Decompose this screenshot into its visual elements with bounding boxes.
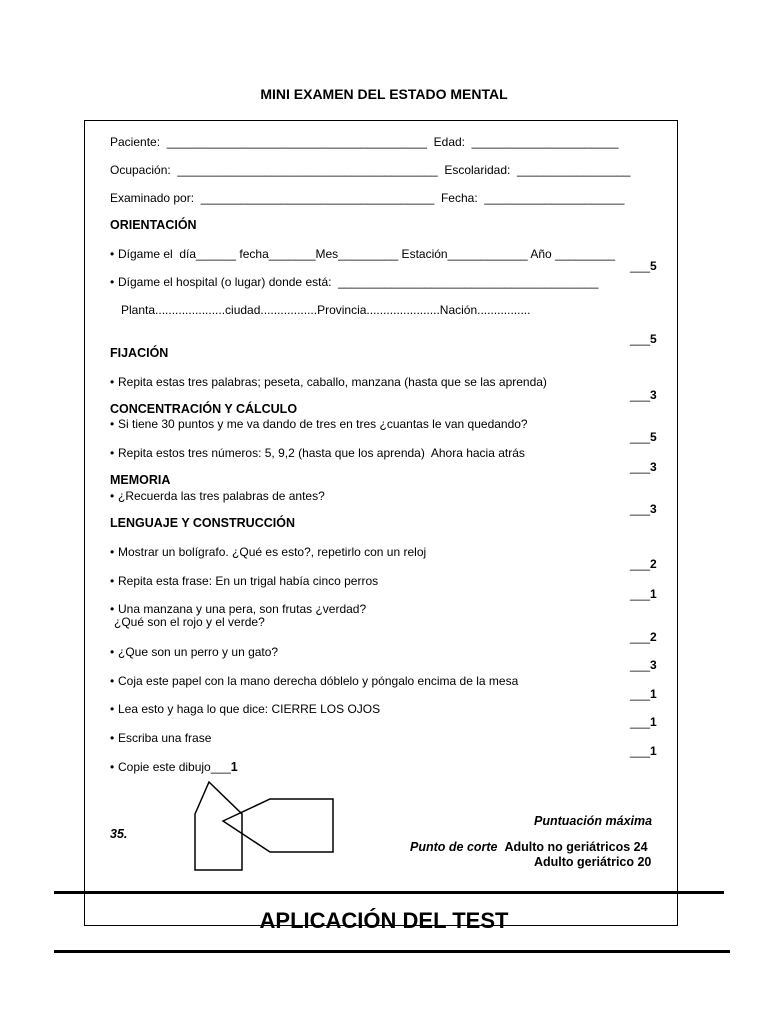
score-escriba[interactable]: ___1	[630, 744, 657, 758]
item-numeros: • Repita estos tres números: 5, 9,2 (hasta que los aprenda) Ahora hacia atrás	[110, 446, 525, 460]
score-concentracion-1[interactable]: ___5	[630, 430, 657, 444]
cutoff: Punto de corte Adulto no geriátricos 24	[410, 840, 648, 854]
patient-field[interactable]: Paciente: _______________________________________ Edad: ______________________	[110, 135, 619, 149]
score-orientacion-1[interactable]: ___5	[630, 259, 657, 273]
item-hospital: • Dígame el hospital (o lugar) donde está: _______________________________________	[110, 275, 599, 289]
item-perro: • ¿Que son un perro y un gato?	[110, 645, 279, 659]
document-title: MINI EXAMEN DEL ESTADO MENTAL	[260, 86, 508, 102]
divider-top	[54, 891, 724, 894]
total-score: 35.	[110, 827, 128, 841]
max-score-label: Puntuación máxima	[534, 814, 653, 828]
item-recuerda: • ¿Recuerda las tres palabras de antes?	[110, 489, 325, 503]
item-copie: • Copie este dibujo___1	[110, 760, 238, 774]
item-papel: • Coja este papel con la mano derecha dóblelo y póngalo encima de la mesa	[110, 674, 519, 688]
section-lenguaje: LENGUAJE Y CONSTRUCCIÓN	[110, 516, 295, 530]
item-frase: • Repita esta frase: En un trigal había cinco perros	[110, 574, 379, 588]
item-dia: • Dígame el día______ fecha_______Mes_________ Estación____________ Año _________	[110, 247, 616, 261]
item-boligrafo: • Mostrar un bolígrafo. ¿Qué es esto?, repetirlo con un reloj	[110, 545, 427, 559]
occupation-field[interactable]: Ocupación: _______________________________________ Escolaridad: _________________	[110, 163, 631, 177]
cutoff-geriatric: Adulto geriátrico 20	[534, 855, 652, 869]
section-fijacion: FIJACIÓN	[110, 346, 169, 360]
section-heading: APLICACIÓN DEL TEST	[259, 908, 509, 933]
score-papel[interactable]: ___1	[630, 687, 657, 701]
intersecting-pentagons-drawing	[190, 778, 340, 874]
score-boligrafo[interactable]: ___2	[630, 557, 657, 571]
item-rojo-verde: ¿Qué son el rojo y el verde?	[114, 615, 265, 629]
score-orientacion-2[interactable]: ___5	[630, 332, 657, 346]
item-manzana: • Una manzana y una pera, son frutas ¿verdad?	[110, 602, 367, 616]
section-orientacion: ORIENTACIÓN	[110, 218, 197, 232]
section-concentracion: CONCENTRACIÓN Y CÁLCULO	[110, 402, 298, 416]
pentagon-right	[223, 799, 333, 852]
score-perro[interactable]: ___3	[630, 658, 657, 672]
pentagon-left	[195, 782, 242, 870]
item-planta: Planta.....................ciudad.................Provincia......................Nación................	[121, 303, 531, 317]
item-lea: • Lea esto y haga lo que dice: CIERRE LOS OJOS	[110, 702, 381, 716]
divider-bottom	[54, 950, 730, 953]
score-concentracion-2[interactable]: ___3	[630, 460, 657, 474]
score-memoria[interactable]: ___3	[630, 502, 657, 516]
examiner-field[interactable]: Examinado por: ___________________________________ Fecha: _____________________	[110, 191, 625, 205]
score-lea[interactable]: ___1	[630, 715, 657, 729]
score-fijacion[interactable]: ___3	[630, 388, 657, 402]
score-manzana[interactable]: ___2	[630, 630, 657, 644]
score-frase[interactable]: ___1	[630, 587, 657, 601]
item-escriba: • Escriba una frase	[110, 731, 212, 745]
section-memoria: MEMORIA	[110, 473, 171, 487]
item-puntos: • Si tiene 30 puntos y me va dando de tres en tres ¿cuantas le van quedando?	[110, 417, 528, 431]
item-repita-palabras: • Repita estas tres palabras; peseta, caballo, manzana (hasta que se las aprenda)	[110, 375, 547, 389]
